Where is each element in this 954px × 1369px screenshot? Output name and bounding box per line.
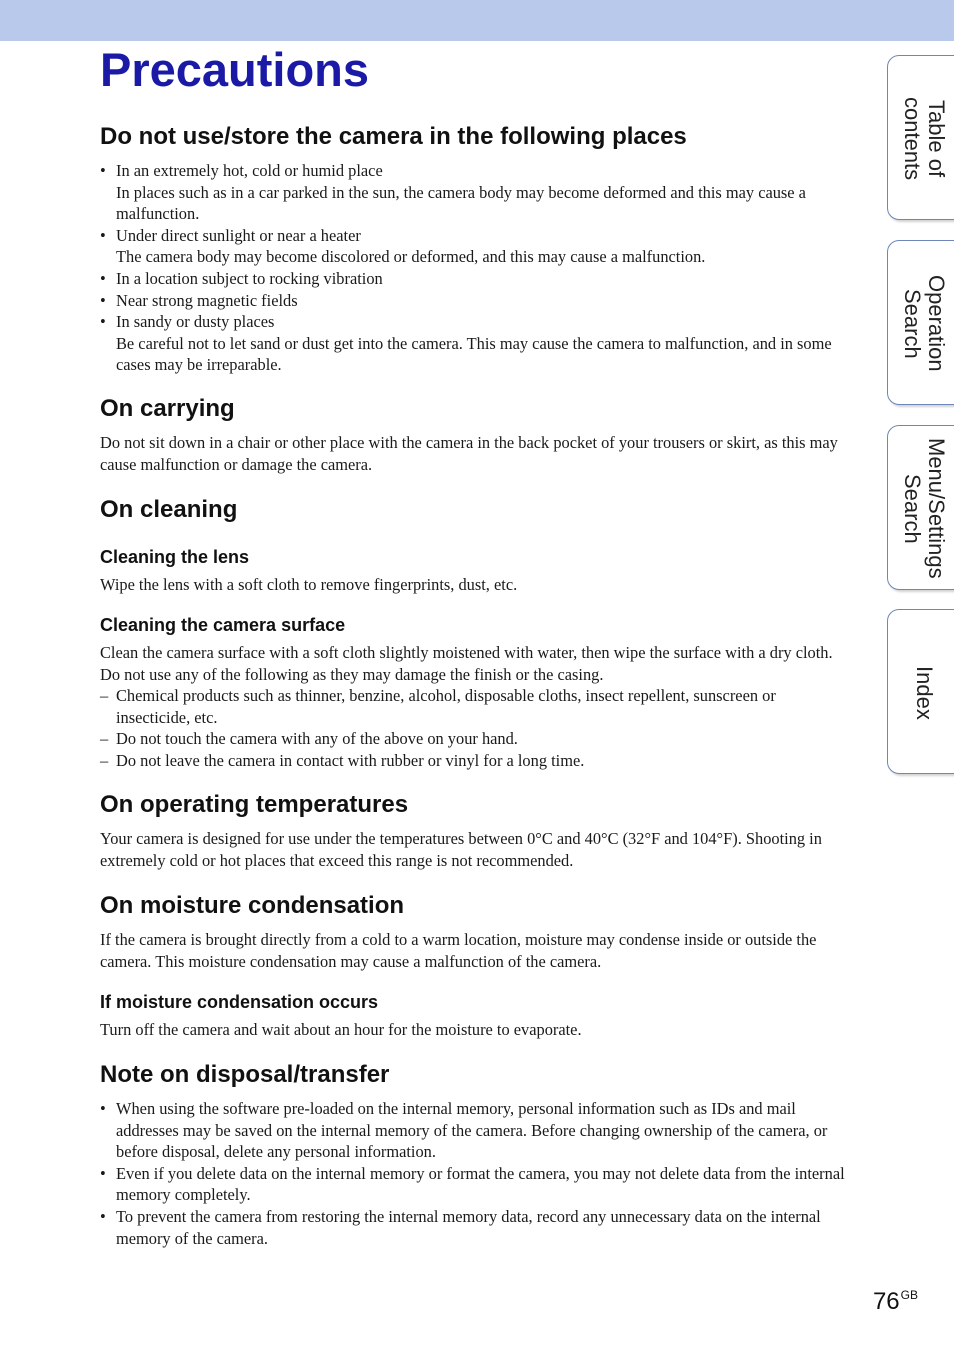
list-item: • Near strong magnetic fields <box>100 290 298 310</box>
dash-icon: – <box>100 729 109 749</box>
tab-label: Index <box>912 665 937 720</box>
temperatures-text: Your camera is designed for use under the temperatures between 0°C and 40°C (32°F and 104°F). Shooting in extremely cold or hot places that exceed this range is not recommended. <box>100 829 822 870</box>
moisture-text: If the camera is brought directly from a cold to a warm location, moisture may condense inside or outside the camera. This moisture condensation may cause a malfunction of the camera. <box>100 930 817 971</box>
list-item: • In an extremely hot, cold or humid place In places such as in a car parked in the sun, the camera body may become deformed and this may cause a malfunction. <box>100 161 806 224</box>
dash-icon: – <box>100 686 109 705</box>
bullet-icon: • <box>100 1206 106 1226</box>
list-item: • In sandy or dusty places Be careful not to let sand or dust get into the camera. This may cause the camera to malfunction, and in some cases may be irreparable. <box>100 312 832 375</box>
cleaning-surface-list <box>100 685 852 771</box>
temperatures-heading: On operating temperatures <box>100 791 409 818</box>
list-item: • Even if you delete data on the internal memory or format the camera, you may not delete data from the internal memory completely. <box>100 1163 845 1205</box>
tab-menu-settings-search[interactable] <box>887 425 954 590</box>
storage-list <box>100 160 852 376</box>
storage-heading: Do not use/store the camera in the following places <box>100 123 687 150</box>
list-item: • In a location subject to rocking vibration <box>100 268 383 288</box>
page-number-suffix: GB <box>900 1288 918 1302</box>
page-title: Precautions <box>100 43 370 96</box>
tab-table-of-contents[interactable] <box>887 55 954 220</box>
cleaning-surface-text: Clean the camera surface with a soft cloth slightly moistened with water, then wipe the surface with a dry cloth. Do not use any of the following as they may damage the finish or the casing. <box>100 643 833 684</box>
page-number: $76^{GB}$ <box>872 1288 918 1315</box>
disposal-heading: Note on disposal/transfer <box>100 1061 390 1088</box>
bullet-icon: • <box>100 1163 106 1183</box>
bullet-icon: • <box>100 225 106 245</box>
cleaning-surface-heading: Cleaning the camera surface <box>100 615 346 635</box>
tab-operation-search[interactable] <box>887 240 954 405</box>
cleaning-lens-heading: Cleaning the lens <box>100 547 250 567</box>
cleaning-lens-text: Wipe the lens with a soft cloth to remove fingerprints, dust, etc. <box>100 575 518 594</box>
list-item: – Chemical products such as thinner, benzine, alcohol, disposable cloths, insect repellent, sunscreen or insecticide, etc. <box>100 686 776 727</box>
moisture-heading: On moisture condensation <box>100 892 405 919</box>
tab-label: Menu/Settings Search <box>900 438 949 579</box>
top-header-band <box>0 0 954 41</box>
bullet-icon: • <box>100 161 106 180</box>
list-item: – Do not touch the camera with any of the above on your hand. <box>100 729 518 749</box>
carrying-text: Do not sit down in a chair or other place with the camera in the back pocket of your trousers or skirt, as this may cause malfunction or damage the camera. <box>100 433 838 474</box>
list-item: – Do not leave the camera in contact with rubber or vinyl for a long time. <box>100 750 585 770</box>
cleaning-heading: On cleaning <box>100 496 238 523</box>
bullet-icon: • <box>100 290 106 310</box>
bullet-icon: • <box>100 268 106 288</box>
list-item: • To prevent the camera from restoring the internal memory data, record any unnecessary data on the internal memory of the camera. <box>100 1206 821 1248</box>
tab-label: Table of contents <box>900 96 949 181</box>
moisture-sub-text: Turn off the camera and wait about an hour for the moisture to evaporate. <box>100 1020 582 1039</box>
carrying-heading: On carrying <box>100 395 235 422</box>
disposal-list <box>100 1098 852 1249</box>
list-item: • Under direct sunlight or near a heater The camera body may become discolored or deformed, and this may cause a malfunction. <box>100 225 706 267</box>
list-item: • When using the software pre-loaded on the internal memory, personal information such as IDs and mail addresses may be saved on the internal memory of the camera. Before changing ownership of the camera, or before disposal, delete any personal information. <box>100 1099 828 1162</box>
bullet-icon: • <box>100 312 106 332</box>
tab-index[interactable] <box>887 609 954 774</box>
dash-icon: – <box>100 750 109 770</box>
bullet-icon: • <box>100 1099 106 1118</box>
moisture-sub-heading: If moisture condensation occurs <box>100 992 379 1012</box>
tab-label: Operation Search <box>900 275 949 372</box>
